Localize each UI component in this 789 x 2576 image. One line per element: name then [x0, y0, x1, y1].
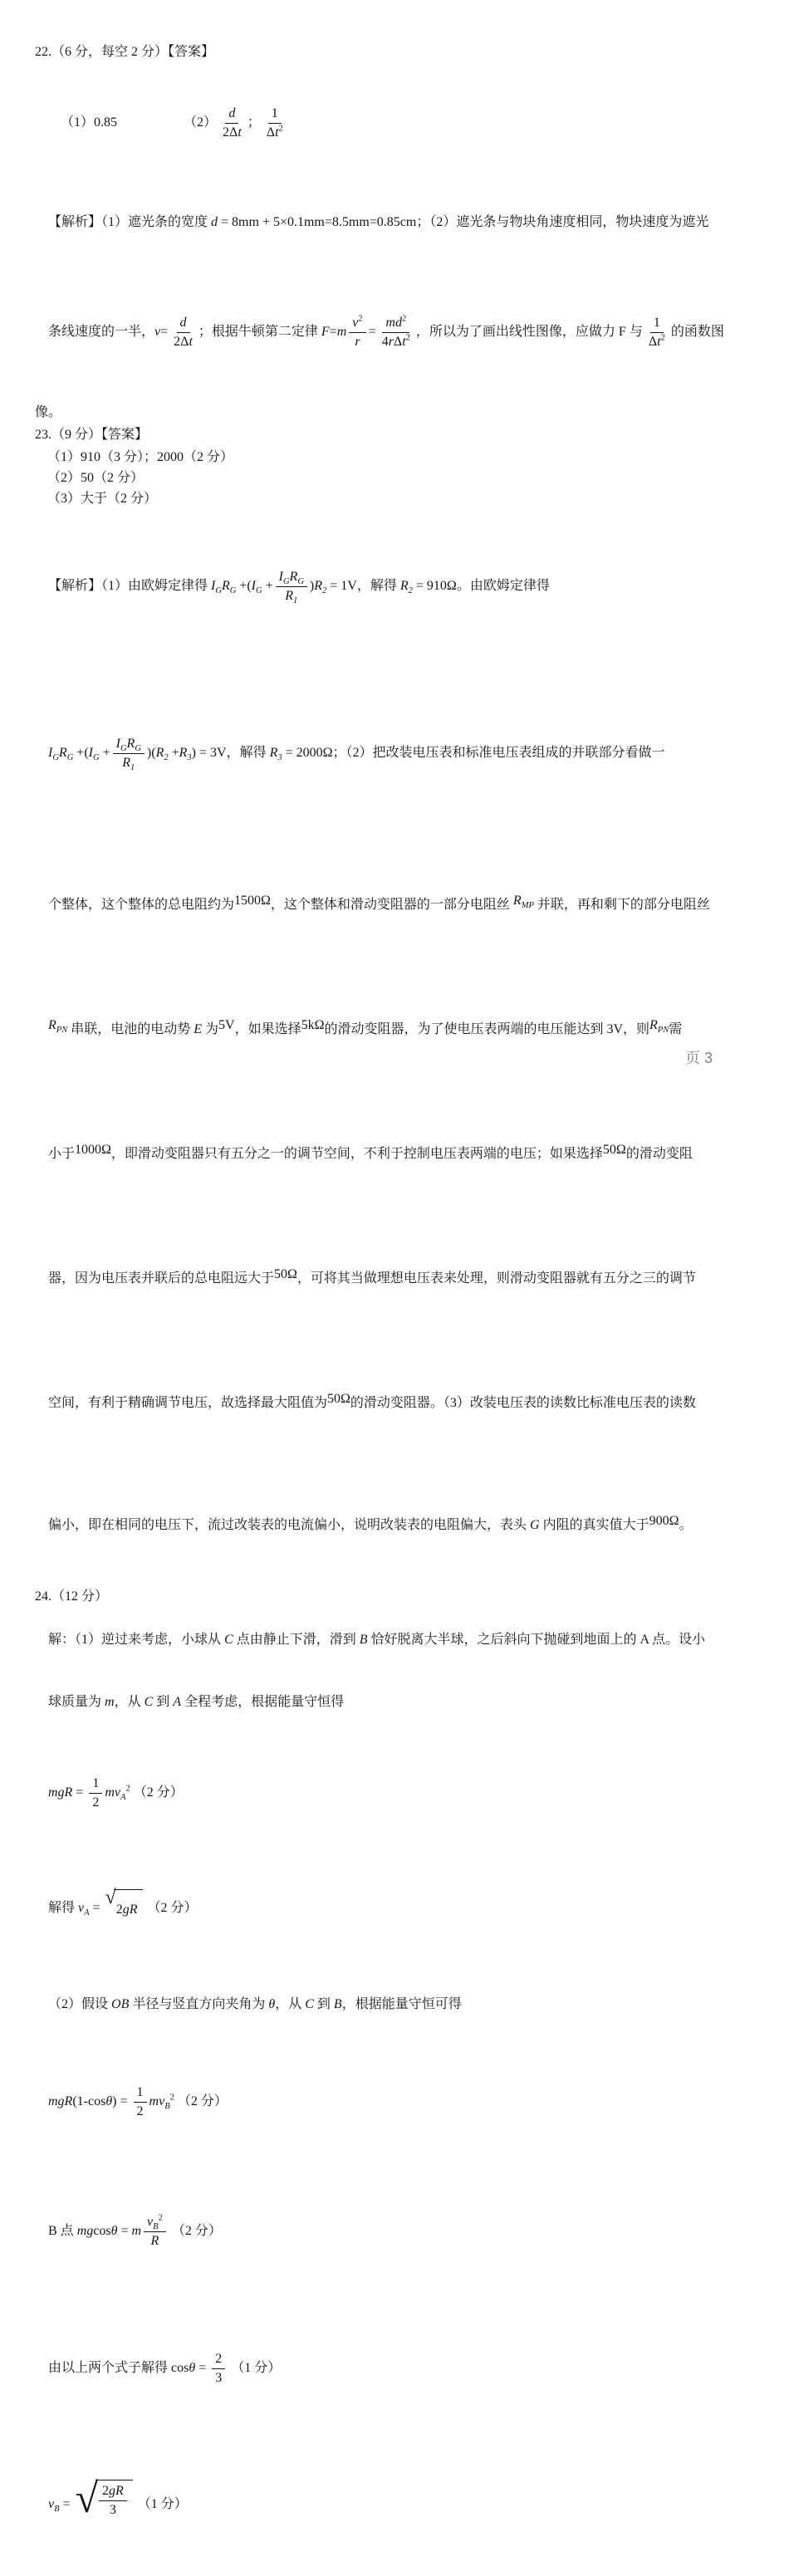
math-const: Δ	[648, 334, 658, 349]
text-run: ，根据能量守恒可得	[341, 1997, 462, 2011]
math-sub: 2	[164, 753, 169, 763]
math-op: )	[112, 2094, 117, 2108]
math-var: d	[179, 315, 187, 330]
text-run: ，从	[114, 1695, 145, 1709]
text-run: 需	[669, 1022, 683, 1036]
math-var: m	[131, 2224, 142, 2238]
math-value: 1500Ω	[234, 894, 271, 908]
math-op: +	[168, 746, 179, 760]
sqrt-2gR-over-3	[75, 2475, 133, 2529]
fraction-1-over-dt2	[263, 105, 287, 141]
math-const: 2	[115, 1903, 123, 1917]
math-sub: G	[66, 753, 74, 763]
q23-analysis-line-4	[35, 967, 759, 1092]
math-sub: B	[54, 2504, 60, 2514]
q22-heading	[35, 42, 759, 63]
text-run: 小于	[48, 1147, 76, 1161]
math-value: 50Ω	[274, 1267, 297, 1281]
math-sub: G	[297, 577, 304, 587]
math-op: =	[329, 325, 337, 339]
math-var: I	[211, 579, 216, 593]
math-var: md	[385, 315, 402, 330]
math-op: =	[72, 1785, 87, 1800]
math-var: F	[321, 325, 330, 339]
text-run: ，所以为了画出线性图像，应做力 F 与	[415, 325, 643, 339]
math-func: cos	[171, 2361, 189, 2375]
math-op: =	[368, 325, 376, 339]
text-run: 到	[313, 1997, 334, 2011]
math-var: mgR	[48, 2094, 73, 2108]
math-var: d	[228, 105, 236, 120]
math-sup: 2	[405, 333, 410, 343]
q23-analysis-line-3	[35, 843, 759, 967]
math-const: 3	[109, 2503, 116, 2517]
math-sub: G	[120, 744, 127, 754]
text-run: 球质量为	[48, 1695, 105, 1709]
text-run: 串联，电池的电动势	[67, 1022, 194, 1036]
q24-equation-6	[35, 2433, 759, 2576]
math-group	[309, 579, 357, 596]
q23-analysis-line-6	[35, 1217, 759, 1341]
math-group	[171, 2361, 209, 2375]
text-run: （1）910（3 分）；2000（2 分）	[47, 450, 234, 464]
q24-equation-5	[35, 2304, 759, 2433]
math-op: +(	[73, 746, 89, 760]
radical-icon: √	[75, 2475, 99, 2521]
q23-answer-3	[35, 488, 759, 509]
q24-heading	[35, 1585, 759, 1609]
math-const: Δ	[266, 125, 276, 140]
math-var: R	[399, 579, 409, 593]
math-var: v	[78, 1901, 85, 1916]
math-op: +	[262, 579, 273, 593]
q24-equation-3	[35, 2045, 759, 2159]
math-group	[399, 579, 457, 596]
text-run: 由以上两个式子解得	[48, 2361, 172, 2375]
math-sub: 2	[322, 586, 327, 596]
points-label: （1 分）	[231, 2361, 282, 2375]
math-var: r	[355, 334, 360, 349]
math-var: gR	[122, 1903, 138, 1917]
text-run: 的滑动变阻器，为了使电压表两端的电压能达到 3V，则	[324, 1022, 650, 1036]
math-sup: 2	[278, 124, 283, 134]
math-value: 50Ω	[327, 1392, 350, 1406]
text-run: 器，因为电压表并联后的总电阻远大于	[48, 1271, 275, 1286]
math-op: )	[309, 579, 315, 593]
q22-heading-text: 22.（6 分，每空 2 分）【答案】	[35, 45, 215, 59]
text-run: B 点	[48, 2224, 77, 2238]
q24-solution-line-3	[35, 1965, 759, 2045]
text-run: 到	[153, 1695, 174, 1709]
math-var: v	[147, 2214, 154, 2229]
math-group	[77, 2224, 141, 2238]
math-op: =	[59, 2496, 74, 2511]
math-var: R	[285, 588, 294, 603]
math-var: R	[150, 2233, 159, 2248]
fraction-md2-over-4rdt2	[379, 315, 414, 350]
q22-analysis-line-2	[35, 262, 759, 402]
math-sub: 2	[408, 586, 413, 596]
math-var: mv	[149, 2094, 165, 2108]
math-var: B	[359, 1633, 368, 1647]
q24-equation-2	[35, 1853, 759, 1965]
text-run: 【解析】（1）遮光条的宽度	[48, 215, 212, 229]
math-var: θ	[110, 2224, 118, 2238]
q24-solution-line-2	[35, 1671, 759, 1733]
text-run: 全程考虑，根据能量守恒得	[181, 1695, 345, 1709]
math-var: R	[126, 736, 135, 751]
math-var: d	[211, 215, 218, 229]
math-var: R	[221, 579, 230, 593]
text-run: （3）大于（2 分）	[47, 492, 158, 506]
q23-answer-2	[35, 468, 759, 488]
math-var: R	[122, 755, 131, 770]
text-run: 的滑动变阻器。（3）改装电压表的读数比标准电压表的读数	[350, 1396, 696, 1410]
math-var: I	[88, 746, 93, 760]
q22-analysis-line-1	[35, 183, 759, 262]
math-const: 4	[381, 334, 389, 349]
math-group	[105, 1784, 130, 1803]
points-label: （2 分）	[147, 1901, 198, 1916]
math-const: 1	[271, 105, 278, 120]
text-run: ；（2）把改装电压表和标准电压表组成的并联部分看做一	[332, 746, 665, 760]
math-var: r	[388, 334, 394, 349]
math-sup: 2	[158, 2213, 163, 2223]
math-op: =	[117, 2224, 132, 2238]
math-var: I	[278, 569, 283, 584]
points-label: （2 分）	[171, 2224, 222, 2238]
text-run: 内阻的真实值大于	[539, 1518, 649, 1532]
math-value: 1000Ω	[75, 1143, 111, 1157]
points-label: （1 分）	[137, 2496, 188, 2511]
math-var: C	[144, 1695, 154, 1709]
q23-heading	[35, 424, 759, 447]
math-const: 2	[215, 2351, 223, 2366]
text-run: （2）假设	[48, 1997, 112, 2011]
math-sup: 2	[125, 1784, 130, 1794]
math-sub: G	[282, 577, 290, 587]
q23-analysis-line-8	[35, 1466, 759, 1585]
text-run: 条线速度的一半，	[48, 325, 155, 339]
text-run: 。	[679, 1518, 693, 1532]
math-value: ) = 3V	[191, 746, 227, 760]
math-group-rmp	[512, 894, 534, 911]
math-sub: A	[84, 1908, 90, 1918]
text-run: 并联，再和剩下的部分电阻丝	[533, 898, 710, 912]
math-var: C	[224, 1633, 233, 1647]
math-op: =	[89, 1901, 104, 1916]
math-sub: G	[215, 586, 222, 596]
math-sup: 2	[401, 314, 407, 324]
math-var: R	[179, 746, 188, 760]
math-var: t	[657, 334, 661, 349]
math-const: 1	[653, 315, 660, 330]
math-sup: 2	[358, 314, 363, 324]
text-run: ，即滑动变阻器只有五分之一的调节空间，不利于控制电压表两端的电压；如果选择	[110, 1147, 603, 1161]
text-run: 恰好脱离大半球，之后斜向下抛碰到地面上的 A 点。设小	[367, 1633, 706, 1647]
fraction-v2-over-r	[349, 315, 365, 350]
math-group	[48, 1785, 86, 1800]
math-value: = 2000Ω	[282, 746, 333, 760]
math-group-rpn	[48, 1018, 68, 1036]
math-sub: PN	[657, 1026, 669, 1036]
math-sub: B	[164, 2102, 170, 2112]
math-func: cos	[87, 2094, 106, 2108]
math-var: I	[251, 579, 256, 593]
math-var: θ	[105, 2094, 113, 2108]
fraction-1-over-2	[89, 1775, 102, 1811]
q24-equation-1	[35, 1733, 759, 1853]
math-op: =	[116, 2094, 131, 2108]
math-op: +(	[236, 579, 252, 593]
text-run: 【解析】（1）由欧姆定律得	[48, 579, 212, 593]
math-var: R	[48, 1018, 56, 1032]
math-var: m	[336, 325, 347, 339]
math-sub: G	[229, 586, 237, 596]
math-var: G	[530, 1518, 540, 1532]
text-run: 空间，有利于精确调节电压，故选择最大阻值为	[48, 1396, 328, 1410]
math-var: I	[48, 746, 53, 760]
math-var: t	[402, 334, 406, 349]
text-run: 偏小，即在相同的电压下，流过改装表的电流偏小，说明改装表的电阻偏大，表头	[48, 1518, 531, 1532]
math-op: =	[195, 2361, 210, 2375]
math-sub: G	[256, 586, 262, 596]
math-sub: A	[120, 1793, 126, 1803]
text-run: （2）50（2 分）	[47, 471, 145, 485]
math-var: θ	[189, 2361, 196, 2375]
fraction-vb2-over-R	[144, 2214, 166, 2250]
q23-answer-1	[35, 447, 759, 468]
math-var: B	[333, 1997, 342, 2011]
math-var: m	[105, 1695, 115, 1709]
math-var: R	[649, 1018, 658, 1032]
math-value: 5V	[218, 1018, 235, 1032]
math-var: R	[269, 746, 278, 760]
math-sub: 1	[130, 763, 135, 773]
answer-separator: ；	[247, 115, 261, 130]
q22-answer-row	[35, 63, 759, 183]
math-const: 1	[136, 2084, 144, 2099]
q23-heading-text: 23.（9 分）【答案】	[35, 428, 149, 442]
math-var: I	[115, 736, 120, 751]
math-var: mg	[76, 2224, 94, 2238]
text-run: ，这个整体和滑动变阻器的一部分电阻丝	[270, 898, 513, 912]
math-sup: 2	[660, 333, 665, 343]
math-group	[78, 1901, 104, 1918]
fraction-d-over-2dt	[219, 105, 245, 141]
math-sub: MP	[521, 901, 534, 911]
math-var: R	[155, 746, 164, 760]
math-func: cos	[93, 2224, 111, 2238]
math-op: +	[99, 746, 110, 760]
q24-equation-4	[35, 2159, 759, 2304]
math-var: t	[238, 125, 242, 140]
fraction-1-over-dt2	[645, 315, 669, 350]
math-sub: PN	[56, 1026, 68, 1036]
math-group-rpn	[649, 1018, 669, 1036]
q22-answer-1: （1）0.85	[61, 115, 118, 130]
math-sub: G	[52, 753, 59, 763]
math-var: v	[154, 325, 161, 339]
math-var: R	[289, 569, 298, 584]
math-op: =	[160, 325, 169, 339]
math-const: 2	[102, 2484, 110, 2498]
text-run: ；（2）遮光条与物块角速度相同，物块速度为遮光	[416, 215, 709, 229]
math-var: θ	[268, 1997, 276, 2011]
math-var: R	[314, 579, 323, 593]
fraction-igrg-over-r1	[113, 736, 145, 771]
math-var: R	[58, 746, 67, 760]
math-sub: 3	[187, 753, 192, 763]
math-group	[269, 746, 333, 763]
q24-solution-line-1	[35, 1609, 759, 1671]
text-run: ，解得	[226, 746, 270, 760]
text-run: 的函数图	[670, 325, 724, 339]
math-value: 900Ω	[649, 1514, 679, 1528]
math-var: gR	[109, 2484, 124, 2498]
math-value: = 910Ω	[412, 579, 457, 593]
math-const: 2Δ	[223, 125, 238, 140]
math-var: mgR	[48, 1785, 73, 1800]
math-op: (1-	[72, 2094, 88, 2108]
fraction-2-over-3	[212, 2351, 225, 2387]
text-run: 的滑动变阻	[625, 1147, 693, 1161]
math-sub: G	[92, 753, 100, 763]
math-value: 5kΩ	[301, 1018, 325, 1032]
math-value: = 1V	[326, 579, 357, 593]
math-sub: 3	[277, 753, 282, 763]
math-var: C	[305, 1997, 314, 2011]
text-run: 像。	[35, 405, 62, 419]
radical-icon: √	[105, 1887, 116, 1908]
fraction-igrg-over-r1	[276, 569, 307, 605]
text-run: 。由欧姆定律得	[456, 579, 550, 593]
math-sup: 2	[169, 2093, 174, 2103]
q23-analysis-line-2	[35, 664, 759, 843]
math-const: 1	[92, 1775, 100, 1790]
math-group	[211, 579, 273, 596]
math-group	[154, 325, 168, 339]
math-group	[48, 2094, 131, 2108]
q22-analysis-line-3	[35, 402, 759, 424]
text-run: ；根据牛顿第二定律	[198, 325, 321, 339]
math-var: R	[512, 894, 522, 908]
math-var: v	[48, 2496, 55, 2511]
math-expression: = 8mm + 5×0.1mm=8.5mm=0.85cm	[218, 215, 417, 229]
text-run: 半径与竖直方向夹角为	[129, 1997, 269, 2011]
q23-analysis-line-1	[35, 509, 759, 664]
math-group	[48, 746, 110, 763]
sqrt-2gR	[105, 1889, 143, 1928]
math-op: )(	[146, 746, 156, 760]
math-var: OB	[111, 1997, 130, 2011]
math-var: t	[189, 334, 193, 349]
math-sub: B	[153, 2222, 159, 2232]
text-run: 点由静止下滑，滑到	[233, 1633, 360, 1647]
math-const: 3	[215, 2370, 223, 2385]
math-var: mv	[105, 1785, 121, 1800]
math-group	[146, 746, 227, 763]
math-const: 2Δ	[174, 334, 189, 349]
text-run: ，如果选择	[234, 1022, 301, 1036]
points-label: （2 分）	[133, 1785, 184, 1800]
math-value: 50Ω	[602, 1143, 626, 1157]
math-const: 2	[92, 1795, 100, 1810]
math-group	[321, 325, 346, 339]
fraction-1-over-2	[134, 2084, 147, 2120]
q23-analysis-line-5	[35, 1092, 759, 1217]
text-run: 为	[202, 1022, 219, 1036]
q23-analysis-line-7	[35, 1341, 759, 1466]
math-var: E	[194, 1022, 202, 1036]
q24-heading-text: 24.（12 分）	[35, 1589, 109, 1604]
page-number: 页 3	[684, 1050, 713, 1066]
math-var: A	[173, 1695, 182, 1709]
fraction-2gR-over-3	[99, 2483, 127, 2519]
text-run: ，可将其当做理想电压表来处理，则滑动变阻器就有五分之三的调节	[296, 1271, 696, 1286]
math-const: Δ	[393, 334, 403, 349]
points-label: （2 分）	[177, 2094, 228, 2108]
text-run: 个整体，这个整体的总电阻约为	[48, 898, 235, 912]
math-const: 2	[136, 2103, 144, 2118]
fraction-d-over-2dt	[170, 315, 196, 350]
math-group	[149, 2093, 174, 2112]
math-sub: G	[135, 744, 141, 754]
text-run: ，从	[275, 1997, 306, 2011]
q22-answer-2-prefix: （2）	[184, 115, 218, 130]
math-var: v	[352, 315, 359, 330]
math-group	[48, 2496, 74, 2514]
math-var: t	[275, 125, 279, 140]
text-run: 解得	[48, 1901, 79, 1916]
text-run: ，解得	[356, 579, 400, 593]
text-run: 解：（1）逆过来考虑，小球从	[48, 1633, 225, 1647]
math-sub: 1	[293, 596, 298, 606]
